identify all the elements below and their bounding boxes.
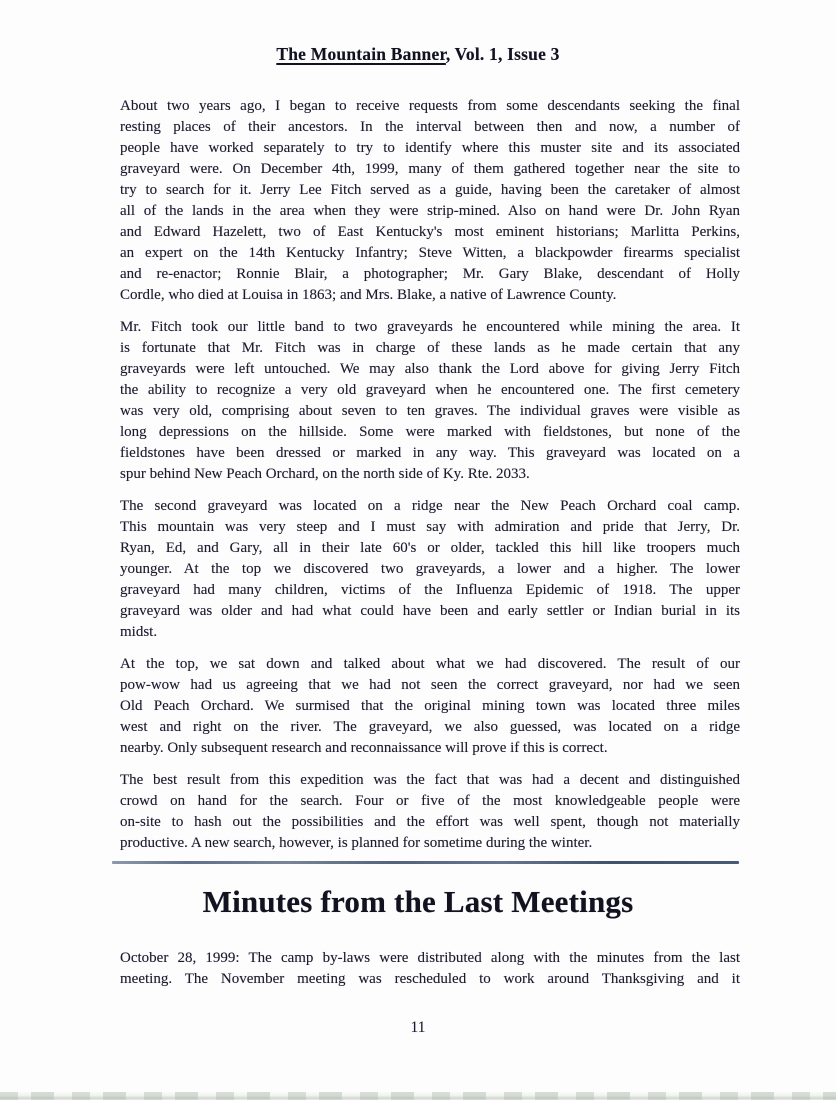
text-line: The best result from this expedition was the fact that was had a decent and distinguished xyxy=(120,772,740,788)
text-line: graveyard was older and had what could have been and early settler or Indian burial in its xyxy=(120,603,740,619)
newsletter-masthead xyxy=(0,44,836,65)
text-line: midst. xyxy=(120,624,158,640)
newsletter-title: The Mountain Banner xyxy=(276,44,446,64)
text-line: graveyard were. On December 4th, 1999, many of them gathered together near the site to xyxy=(120,161,740,177)
text-line: October 28, 1999: The camp by-laws were distributed along with the minutes from the last xyxy=(120,950,740,966)
text-line: was very old, comprising about seven to ten graves. The individual graves were visible as xyxy=(120,403,740,419)
text-line: Mr. Fitch took our little band to two graveyards he encountered while mining the area. It xyxy=(120,319,740,335)
text-line: productive. A new search, however, is planned for sometime during the winter. xyxy=(120,835,593,851)
scan-edge-artifact xyxy=(0,1092,836,1100)
text-line: pow-wow had us agreeing that we had not seen the correct graveyard, nor had we seen xyxy=(120,677,740,693)
text-line: Cordle, who died at Louisa in 1863; and Mrs. Blake, a native of Lawrence County. xyxy=(120,287,617,303)
text-line: Old Peach Orchard. We surmised that the original mining town was located three miles xyxy=(120,698,740,714)
article-paragraph xyxy=(120,317,740,485)
article-paragraph xyxy=(120,654,740,759)
text-line: This mountain was very steep and I must say with admiration and pride that Jerry, Dr. xyxy=(120,519,740,535)
text-line: Ryan, Ed, and Gary, all in their late 60's or older, tackled this hill like troopers much xyxy=(120,540,740,556)
section-divider xyxy=(112,861,739,864)
text-line: The second graveyard was located on a ridge near the New Peach Orchard coal camp. xyxy=(120,498,740,514)
text-line: long depressions on the hillside. Some were marked with fieldstones, but none of the xyxy=(120,424,740,440)
text-line: and Edward Hazelett, two of East Kentucky's most eminent historians; Marlitta Perkins, xyxy=(120,224,740,240)
text-line: resting places of their ancestors. In the interval between then and now, a number of xyxy=(120,119,740,135)
page-number: 11 xyxy=(410,1019,426,1036)
text-line: fieldstones have been dressed or marked in any way. This graveyard was located on a xyxy=(120,445,740,461)
text-line: At the top, we sat down and talked about what we had discovered. The result of our xyxy=(120,656,740,672)
text-line: About two years ago, I began to receive requests from some descendants seeking the final xyxy=(120,98,740,114)
text-line: the ability to recognize a very old graveyard when he encountered one. The first cemetery xyxy=(120,382,740,398)
article-paragraph xyxy=(120,96,740,306)
article-body xyxy=(120,96,740,865)
text-line: try to search for it. Jerry Lee Fitch served as a guide, having been the caretaker of almost xyxy=(120,182,740,198)
text-line: people have worked separately to try to identify where this muster site and its associated xyxy=(120,140,740,156)
article-paragraph xyxy=(120,770,740,854)
text-line: nearby. Only subsequent research and reconnaissance will prove if this is correct. xyxy=(120,740,608,756)
text-line: meeting. The November meeting was rescheduled to work around Thanksgiving and it xyxy=(120,971,740,987)
text-line: younger. At the top we discovered two graveyards, a lower and a higher. The lower xyxy=(120,561,740,577)
minutes-paragraph xyxy=(120,948,740,990)
text-line: crowd on hand for the search. Four or five of the most knowledgeable people were xyxy=(120,793,740,809)
newsletter-issue-info: , Vol. 1, Issue 3 xyxy=(445,44,560,64)
article-paragraph xyxy=(120,496,740,643)
text-line: and re-enactor; Ronnie Blair, a photographer; Mr. Gary Blake, descendant of Holly xyxy=(120,266,740,282)
text-line: graveyard had many children, victims of the Influenza Epidemic of 1918. The upper xyxy=(120,582,740,598)
text-line: spur behind New Peach Orchard, on the north side of Ky. Rte. 2033. xyxy=(120,466,530,482)
text-line: an expert on the 14th Kentucky Infantry; Steve Witten, a blackpowder firearms specialist xyxy=(120,245,740,261)
text-line: all of the lands in the area when they were strip-mined. Also on hand were Dr. John Ryan xyxy=(120,203,740,219)
text-line: west and right on the river. The graveyard, we also guessed, was located on a ridge xyxy=(120,719,740,735)
section-heading: Minutes from the Last Meetings xyxy=(202,884,634,919)
minutes-section xyxy=(120,948,740,1001)
text-line: graveyards were left untouched. We may also thank the Lord above for giving Jerry Fitch xyxy=(120,361,740,377)
text-line: is fortunate that Mr. Fitch was in charge of these lands as he made certain that any xyxy=(120,340,740,356)
text-line: on-site to hash out the possibilities and the effort was well spent, though not materially xyxy=(120,814,740,830)
